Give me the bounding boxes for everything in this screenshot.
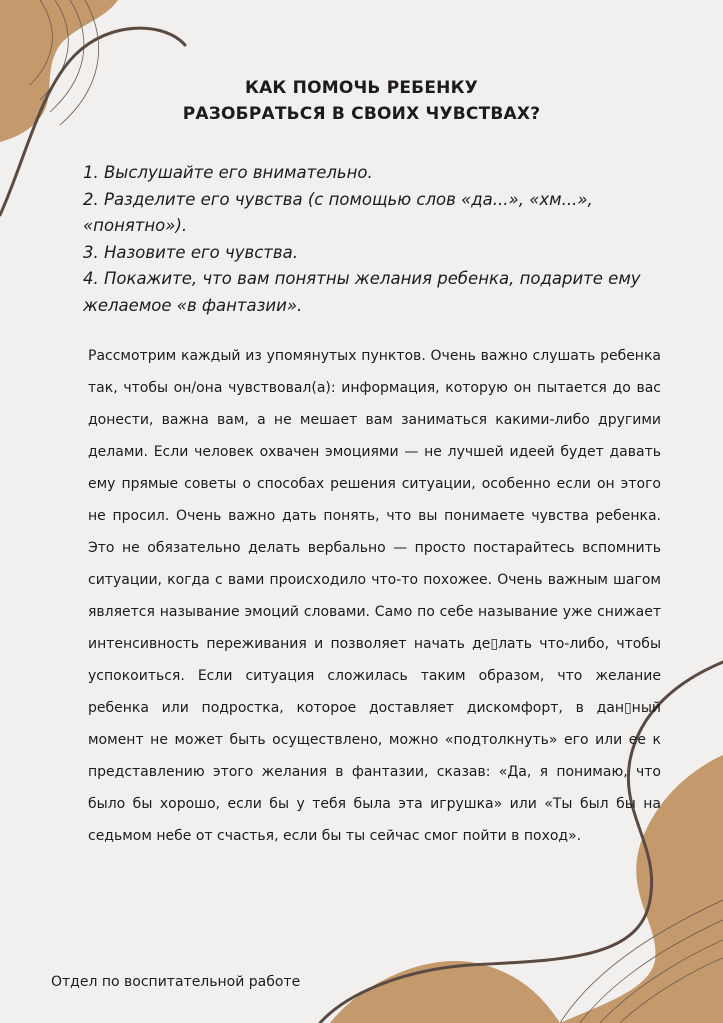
title-line-2: РАЗОБРАТЬСЯ В СВОИХ ЧУВСТВАХ?: [182, 104, 541, 124]
footer-department: Отдел по воспитательной работе: [51, 974, 301, 990]
step-item-3: 3. Назовите его чувства.: [83, 242, 298, 262]
step-item-2: 2. Разделите его чувства (с помощью слов «да...», «хм...», «понятно»).: [83, 189, 593, 235]
step-item-4: 4. Покажите, что вам понятны желания ребенка, подарите ему желаемое «в фантазии».: [83, 269, 641, 315]
body-paragraph: Рассмотрим каждый из упомянутых пунктов. Очень важно слушать ребенка так, чтобы он/она чувствовал(а): информация, которую он пытается до вас донести, важна вам, а не мешает вам заниматься какими-либо другими делами. Если человек охвачен эмоциями — не лучшей идеей будет давать ему прямые советы о способах решения ситуации, особенно если он этого не просил. Очень важно дать понять, что вы понимаете чувства ребенка. Это не обязательно делать вербально — просто постарайтесь вспомнить ситуации, когда с вами происходило что-то похожее. Очень важным шагом является называние эмоций словами. Само по себе называние уже снижает интенсивность переживания и позволяет начать де▯лать что-либо, чтобы успокоиться. Если ситуация сложилась таким образом, что желание ребенка или подростка, которое доставляет дискомфорт, в дан▯ный момент не может быть осуществлено, можно «подтолкнуть» его или ее к представлению этого желания в фантазии, сказав: «Да, я понимаю, что было бы хорошо, если бы у тебя была эта игрушка» или «Ты был бы на седьмом небе от счастья, если бы ты сейчас смог пойти в поход».: [88, 348, 661, 844]
page-title: [0, 75, 723, 127]
step-item-1: 1. Выслушайте его внимательно.: [83, 163, 373, 182]
title-line-1: КАК ПОМОЧЬ РЕБЕНКУ: [244, 78, 478, 98]
steps-list: [83, 160, 648, 319]
